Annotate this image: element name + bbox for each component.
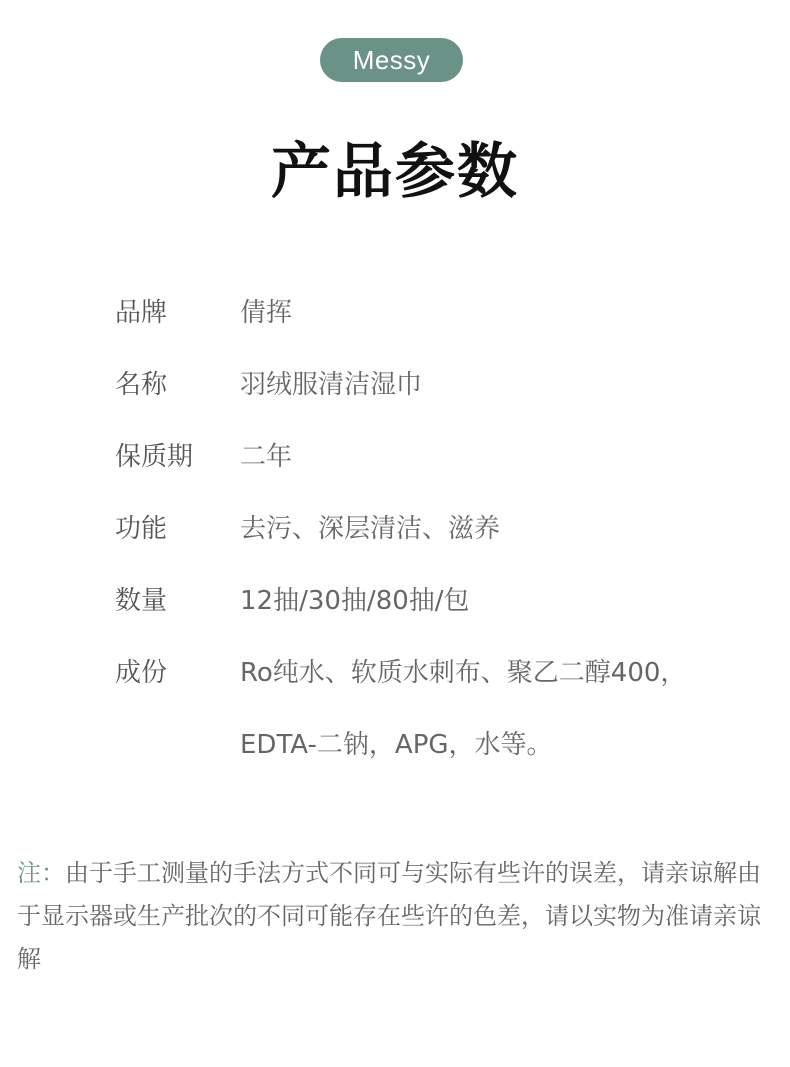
- page-title: 产品参数: [271, 137, 519, 207]
- param-label: 功能: [115, 514, 168, 544]
- param-row-ingredients: [115, 650, 775, 722]
- product-params-list: [115, 290, 775, 794]
- param-value: 去污、深层清洁、滋养: [240, 514, 501, 544]
- note-text: 由于手工测量的手法方式不同可与实际有些许的误差，请亲谅解由于显示器或生产批次的不同可能存在些许的色差，请以实物为准请亲谅解: [17, 859, 761, 973]
- param-row-name: [115, 362, 775, 434]
- param-value: 羽绒服清洁湿巾: [240, 370, 423, 400]
- param-value-continued: EDTA-二钠，APG，水等。: [240, 730, 553, 760]
- param-row-shelf-life: [115, 434, 775, 506]
- note-prefix: 注：: [17, 859, 65, 887]
- param-row-function: [115, 506, 775, 578]
- param-value: 二年: [240, 442, 293, 472]
- param-label: 名称: [115, 370, 168, 400]
- param-label: 品牌: [115, 298, 168, 328]
- param-value: Ro纯水、软质水刺布、聚乙二醇400，: [240, 658, 687, 688]
- param-value: 倩挥: [240, 298, 293, 328]
- param-value: 12抽/30抽/80抽/包: [240, 586, 470, 616]
- param-row-ingredients-continued: [115, 722, 775, 794]
- param-row-quantity: [115, 578, 775, 650]
- brand-badge: Messy: [320, 38, 463, 82]
- param-label: 成份: [115, 658, 168, 688]
- param-row-brand: [115, 290, 775, 362]
- param-label: 数量: [115, 586, 168, 616]
- disclaimer-note: [17, 852, 777, 981]
- param-label: 保质期: [115, 442, 194, 472]
